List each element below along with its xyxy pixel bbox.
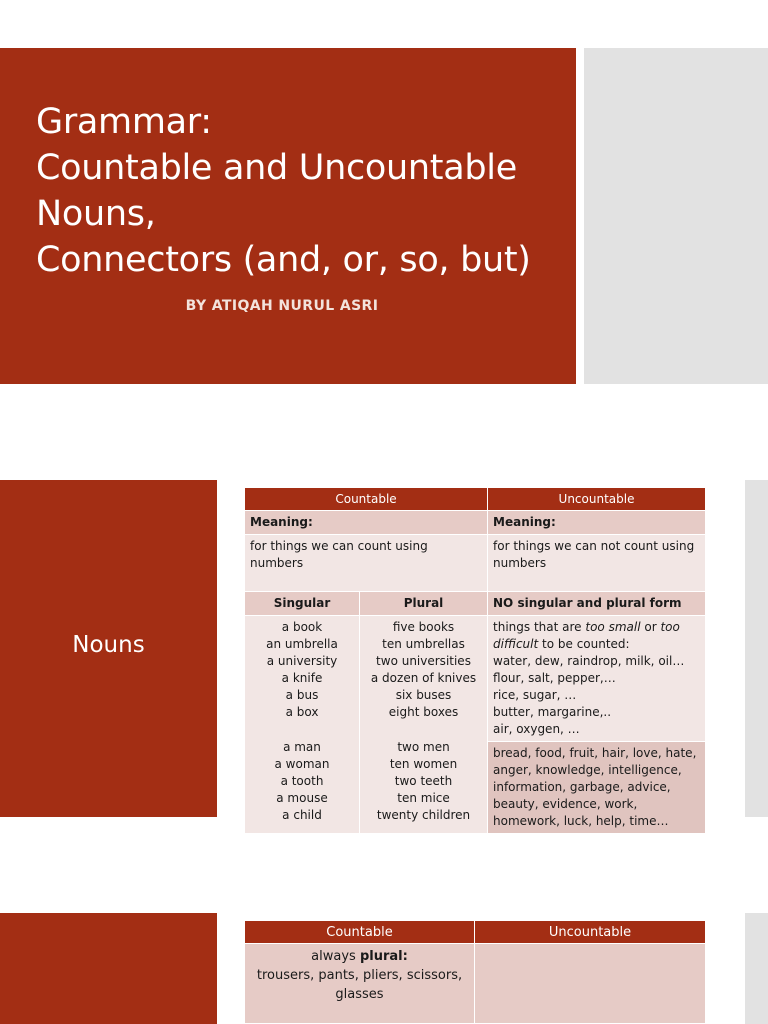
subheader-no-form: NO singular and plural form <box>488 592 706 616</box>
list-item: an umbrella <box>266 637 338 651</box>
meaning-uncountable: for things we can not count using numbers <box>488 535 706 592</box>
list-item: ten women <box>389 757 458 771</box>
list-item: butter, margarine,.. <box>493 705 612 719</box>
always-plural-label: always plural: <box>311 949 408 964</box>
list-item: a woman <box>274 757 330 771</box>
nouns-table <box>244 487 706 834</box>
always-plural-examples: trousers, pants, pliers, scissors, glasses <box>256 968 463 1002</box>
title-line-2: Countable and Uncountable <box>36 148 517 188</box>
author-byline: BY ATIQAH NURUL ASRI <box>185 298 379 314</box>
list-item: a knife <box>281 671 323 685</box>
uncountable-intro: things that are too small or too difficult to be counted: <box>493 620 680 651</box>
list-item: water, dew, raindrop, milk, oil… <box>493 654 685 668</box>
plural-cell <box>360 616 488 834</box>
title-line-4: Connectors (and, or, so, but) <box>36 240 531 280</box>
plural-table <box>244 920 706 1024</box>
title-slide-side-panel <box>584 48 768 384</box>
subheader-singular: Singular <box>245 592 360 616</box>
singular-cell <box>245 616 360 834</box>
list-item: a box <box>285 705 319 719</box>
list-item: a university <box>266 654 338 668</box>
uncountable-abstract-cell: bread, food, fruit, hair, love, hate, anger, knowledge, intelligence, information, garbage, advice, beauty, evidence, work, homework, luck, help, time… <box>488 742 706 834</box>
list-item: ten mice <box>397 791 450 805</box>
list-item: a child <box>282 808 322 822</box>
nouns-slide-label: Nouns <box>72 632 145 658</box>
list-item: two teeth <box>394 774 453 788</box>
header-countable: Countable <box>245 921 475 944</box>
plural-slide-panel <box>0 913 217 1024</box>
uncountable-empty-cell <box>475 944 706 1024</box>
list-item: air, oxygen, … <box>493 722 580 736</box>
list-item: two universities <box>376 654 471 668</box>
meaning-label-countable: Meaning: <box>245 511 488 535</box>
list-item: a book <box>281 620 323 634</box>
plural-slide-side-strip <box>745 913 768 1024</box>
subheader-plural: Plural <box>360 592 488 616</box>
meaning-countable: for things we can count using numbers <box>245 535 488 592</box>
list-item: twenty children <box>376 808 471 822</box>
list-item: two men <box>397 740 450 754</box>
meaning-label-uncountable: Meaning: <box>488 511 706 535</box>
nouns-slide-side-strip <box>745 480 768 817</box>
list-item: five books <box>392 620 455 634</box>
title-line-1: Grammar: <box>36 102 212 142</box>
list-item: six buses <box>395 688 452 702</box>
list-item: eight boxes <box>388 705 459 719</box>
list-item: a mouse <box>276 791 328 805</box>
list-item: flour, salt, pepper,… <box>493 671 616 685</box>
list-item: a dozen of knives <box>370 671 477 685</box>
list-item: a bus <box>285 688 319 702</box>
header-countable: Countable <box>245 488 488 511</box>
title-line-3: Nouns, <box>36 194 156 234</box>
header-uncountable: Uncountable <box>475 921 706 944</box>
header-uncountable: Uncountable <box>488 488 706 511</box>
uncountable-examples-cell <box>488 616 706 742</box>
always-plural-cell <box>245 944 475 1024</box>
list-item: ten umbrellas <box>382 637 465 651</box>
list-item: a man <box>283 740 321 754</box>
list-item: a tooth <box>280 774 324 788</box>
list-item: rice, sugar, … <box>493 688 577 702</box>
